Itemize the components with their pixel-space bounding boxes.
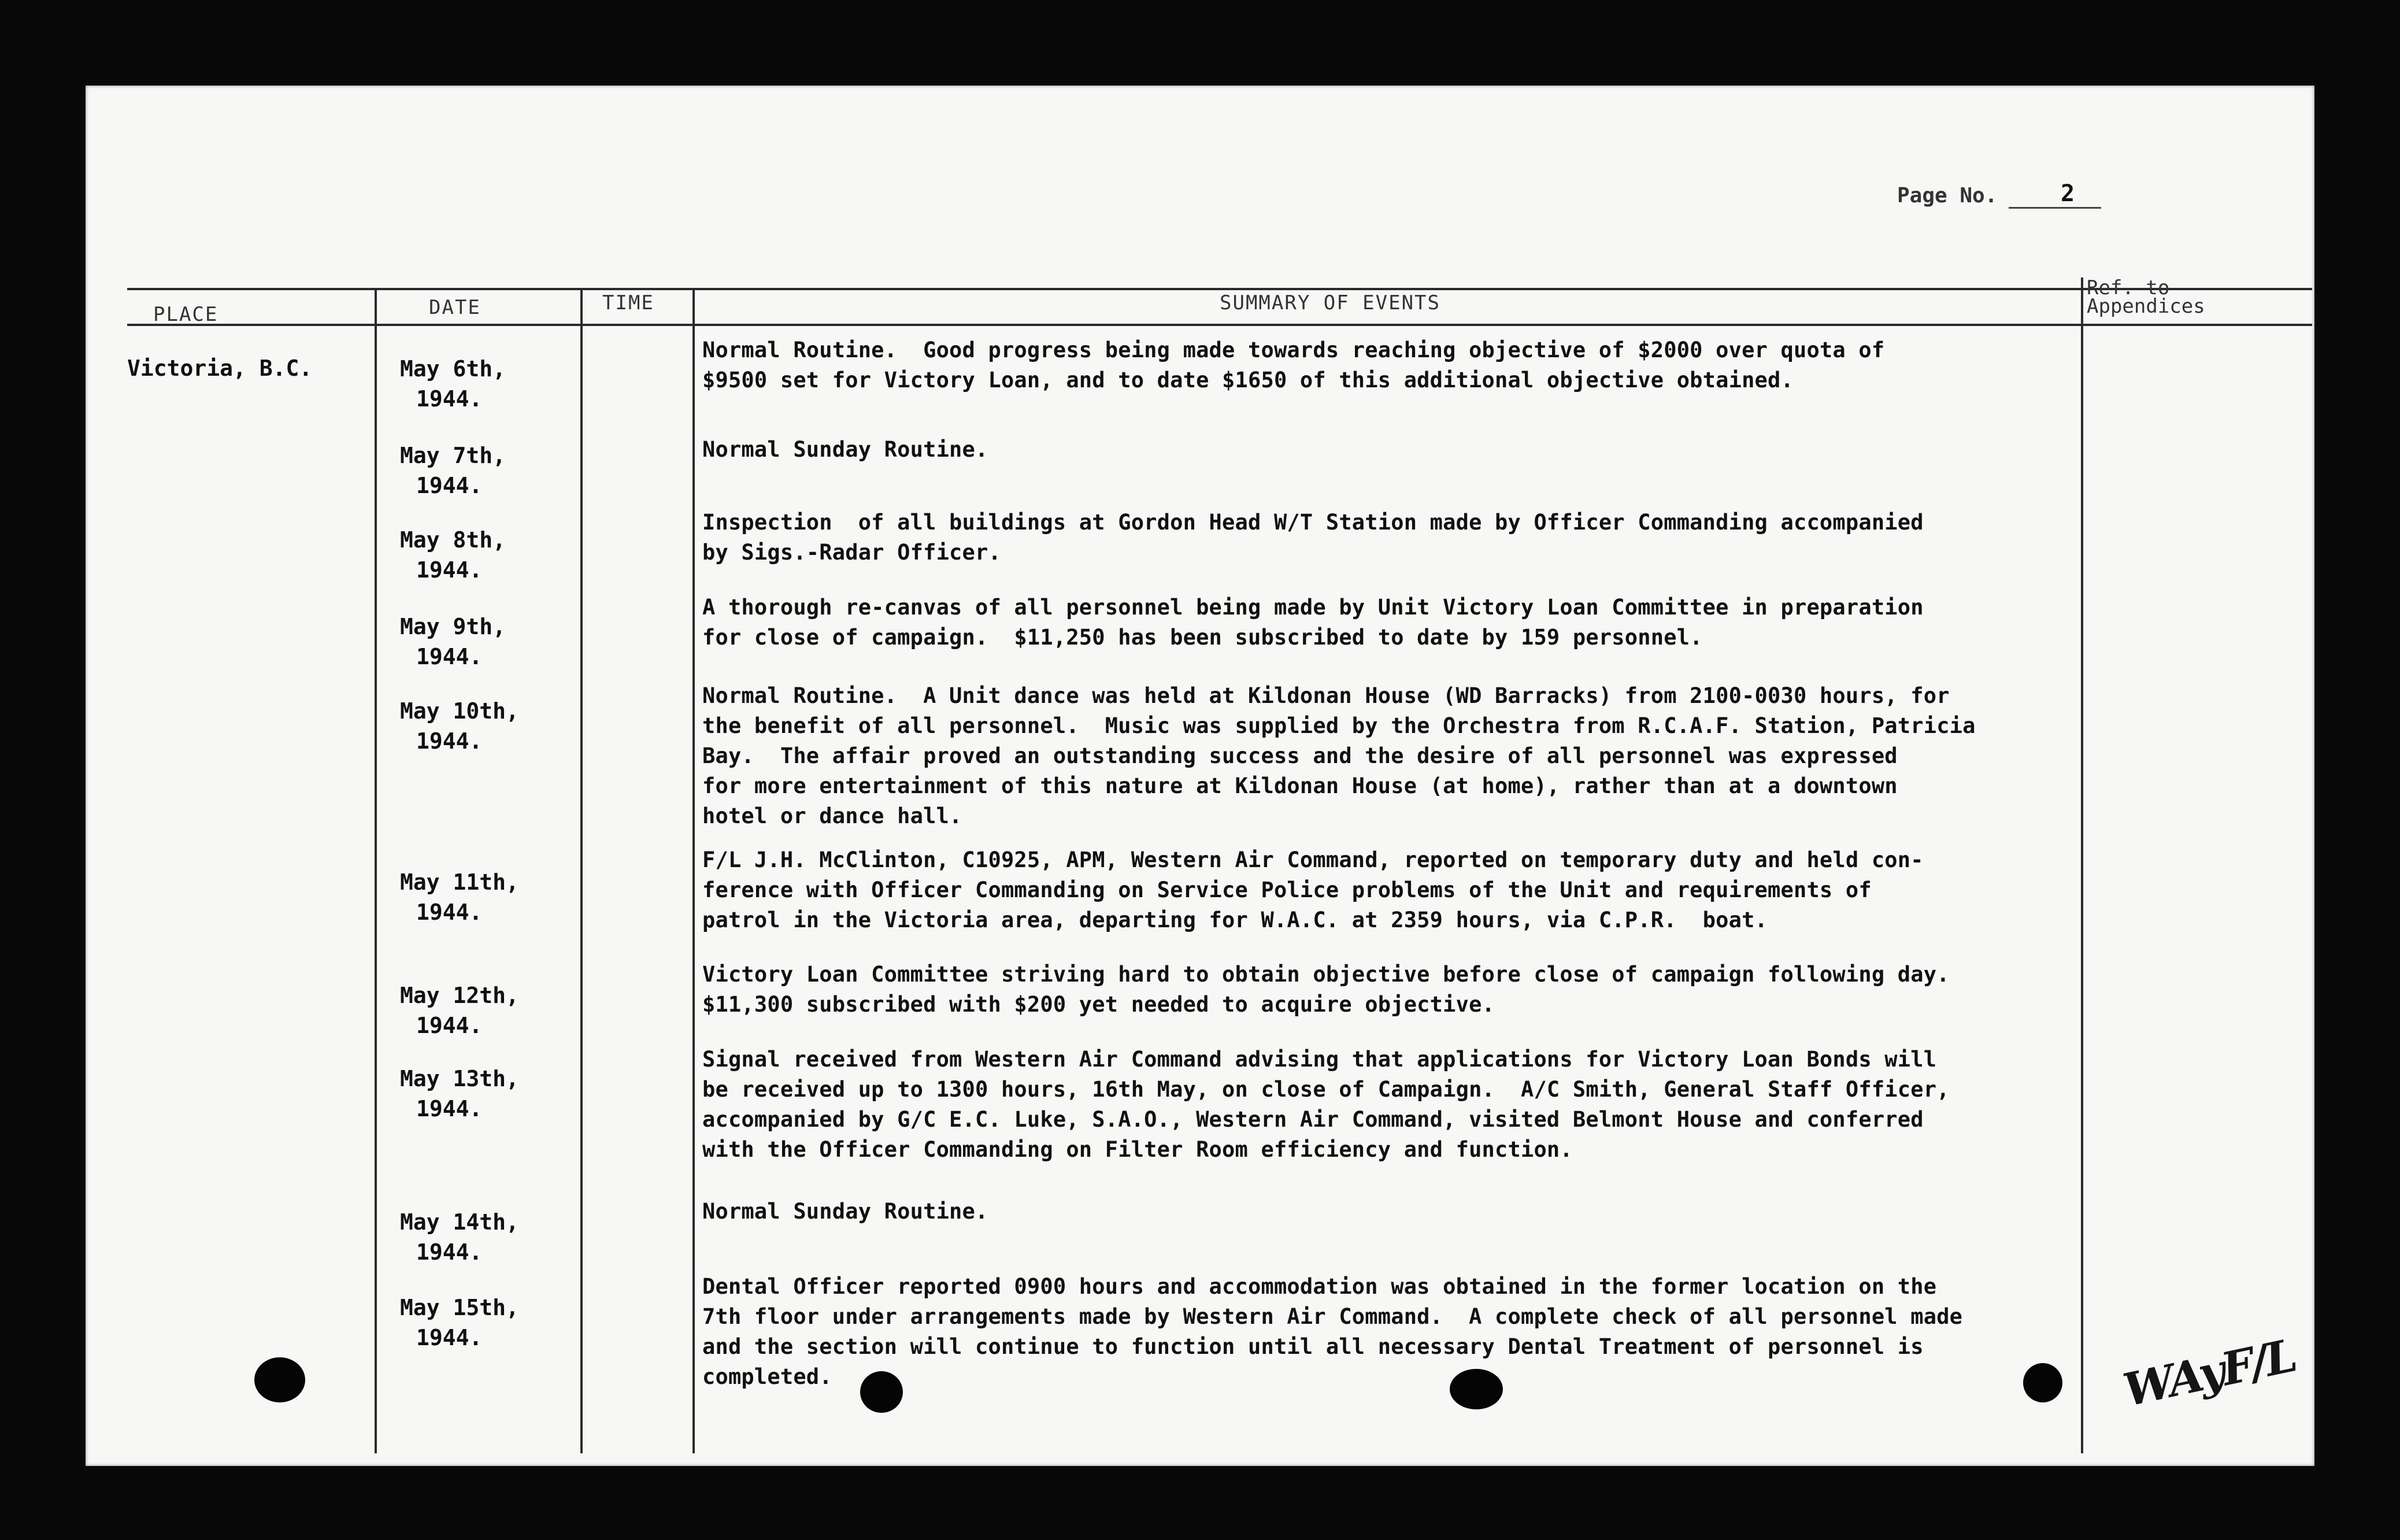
header-bottom-rule — [127, 324, 2312, 326]
punch-hole — [1450, 1369, 1503, 1409]
header-time: TIME — [602, 291, 654, 314]
entry-day: May 7th, — [400, 443, 506, 468]
entry-date — [400, 696, 550, 756]
entry-summary: Normal Sunday Routine. — [702, 1199, 988, 1224]
header-top-rule — [127, 288, 2312, 290]
entry-year: 1944. — [416, 1096, 483, 1121]
entry-day: May 6th, — [400, 356, 506, 382]
entry-day: May 12th, — [400, 983, 519, 1008]
entry-summary: A thorough re-canvas of all personnel being made by Unit Victory Loan Committee in preparation for close of campaign. $11,250 has been subscribed to date by 159 personnel. — [702, 595, 1924, 650]
entry-summary: Normal Sunday Routine. — [702, 437, 988, 462]
handwritten-initials: WAyF/L — [2118, 1329, 2300, 1417]
entry-day: May 11th, — [400, 869, 519, 895]
entry-day: May 14th, — [400, 1209, 519, 1235]
entry-year: 1944. — [416, 557, 483, 583]
entry-summary: Normal Routine. Good progress being made towards reaching objective of $2000 over quota of $9500 set for Victory Loan, and to date $1650 of this additional objective obtained. — [702, 338, 1885, 393]
entry-year: 1944. — [416, 899, 483, 925]
entry-year: 1944. — [416, 1013, 483, 1038]
page-number-value: 2 — [2061, 180, 2075, 207]
header-place: PLACE — [153, 303, 218, 326]
entry-day: May 13th, — [400, 1066, 519, 1091]
column-divider-date-time — [580, 288, 583, 1453]
column-divider-place-date — [375, 288, 377, 1453]
header-summary: SUMMARY OF EVENTS — [1220, 291, 1440, 314]
place-value: Victoria, B.C. — [127, 356, 313, 381]
entry-day: May 15th, — [400, 1295, 519, 1320]
entry-date — [400, 980, 550, 1041]
entry-year: 1944. — [416, 644, 483, 669]
column-divider-time-summary — [692, 288, 695, 1453]
entry-date — [400, 612, 550, 672]
entry-date — [400, 1293, 550, 1353]
entry-year: 1944. — [416, 386, 483, 412]
entry-summary: Normal Routine. A Unit dance was held at Kildonan House (WD Barracks) from 2100-0030 hours, for the benefit of all personnel. Music was supplied by the Orchestra from R.C.A.F. Station, Patricia Bay. The affair proved an outstanding success and the desire of all personnel was expressed for more entertainment of this nature at Kildonan House (at home), rather than at a downtown hotel or dance hall. — [702, 683, 1976, 828]
header-date: DATE — [429, 296, 481, 319]
entry-summary: Victory Loan Committee striving hard to obtain objective before close of campaign following day. $11,300 subscribed with $200 yet needed to acquire objective. — [702, 962, 1950, 1017]
entry-date — [400, 1064, 550, 1124]
entry-date — [400, 1207, 550, 1267]
entry-summary: Inspection of all buildings at Gordon Head W/T Station made by Officer Commanding accompanied by Sigs.-Radar Officer. — [702, 510, 1924, 565]
entry-summary: F/L J.H. McClinton, C10925, APM, Western Air Command, reported on temporary duty and held con- ference with Officer Commanding on Service Police problems of the Unit and requirements of patrol in the Victoria area, departing for W.A.C. at 2359 hours, via C.P.R. boat. — [702, 847, 1924, 932]
entry-day: May 8th, — [400, 527, 506, 553]
entry-date — [400, 525, 550, 585]
entry-summary: Dental Officer reported 0900 hours and accommodation was obtained in the former location on the 7th floor under arrangements made by Western Air Command. A complete check of all personnel made and the section will continue to function until all necessary Dental Treatment of personnel is completed. — [702, 1274, 1963, 1389]
entry-summary: Signal received from Western Air Command advising that applications for Victory Loan Bonds will be received up to 1300 hours, 16th May, on close of Campaign. A/C Smith, General Staff Officer, accompanied by G/C E.C. Luke, S.A.O., Western Air Command, visited Belmont House and conferred with the Officer Commanding on Filter Room efficiency and function. — [702, 1047, 1950, 1162]
entry-year: 1944. — [416, 728, 483, 754]
punch-hole — [860, 1371, 903, 1413]
entry-date — [400, 354, 550, 414]
entry-day: May 9th, — [400, 614, 506, 639]
header-ref-line1: Ref. to — [2087, 276, 2170, 299]
entry-day: May 10th, — [400, 698, 519, 724]
entry-date — [400, 867, 550, 927]
page-number-label: Page No. — [1897, 184, 1998, 208]
entry-year: 1944. — [416, 473, 483, 498]
header-ref-line2: Appendices — [2087, 295, 2205, 318]
page-number-underline — [2009, 207, 2101, 209]
entry-date — [400, 440, 550, 501]
punch-hole — [254, 1357, 305, 1402]
punch-hole — [2023, 1363, 2062, 1402]
entry-year: 1944. — [416, 1325, 483, 1350]
entry-year: 1944. — [416, 1239, 483, 1265]
